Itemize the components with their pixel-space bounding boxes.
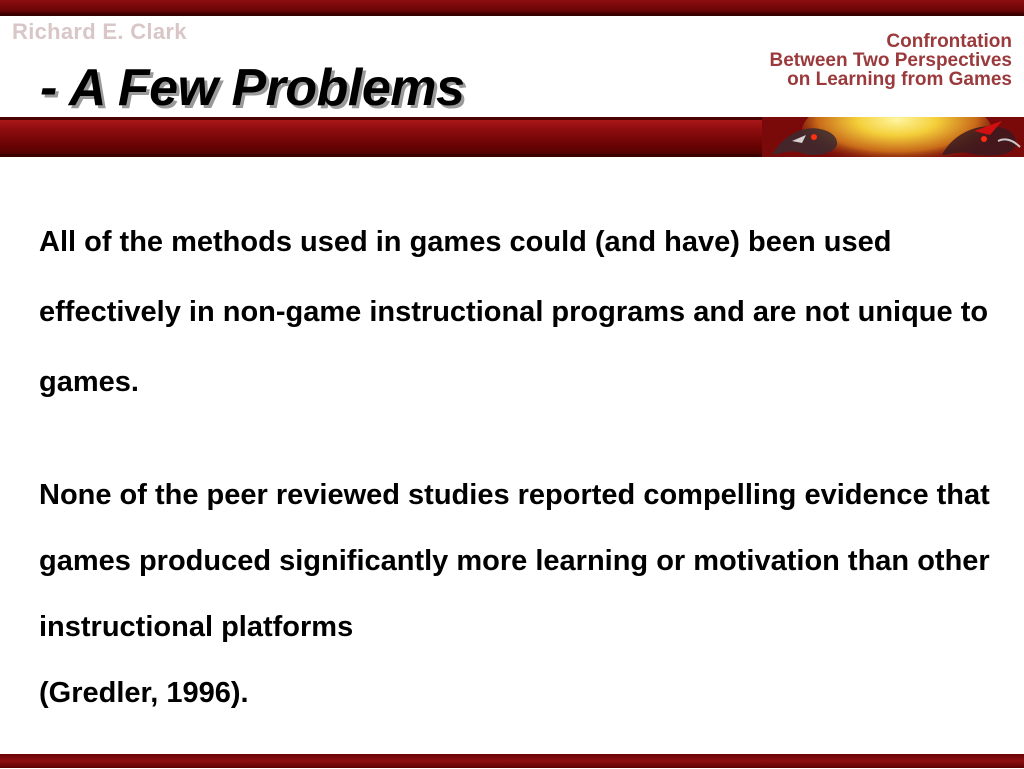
paragraph-studies bbox=[39, 462, 999, 726]
slide-title: - A Few Problems bbox=[40, 59, 465, 117]
dragon-illustration bbox=[762, 117, 1024, 157]
paragraph-studies-text: None of the peer reviewed studies reported compelling evidence that games produced significantly more learning or motivation than other instructional platforms bbox=[39, 479, 990, 643]
slide-subtitle bbox=[769, 32, 1012, 89]
subtitle-line-3: on Learning from Games bbox=[787, 69, 1012, 90]
top-bar bbox=[0, 0, 1024, 16]
subtitle-line-1: Confrontation bbox=[886, 31, 1012, 52]
citation: (Gredler, 1996). bbox=[39, 677, 249, 709]
author-name: Richard E. Clark bbox=[12, 19, 187, 44]
paragraph-methods: All of the methods used in games could (and have) been used effectively in non-game instructional programs and are not unique to games. bbox=[39, 226, 989, 398]
bottom-bar bbox=[0, 754, 1024, 768]
subtitle-line-2: Between Two Perspectives bbox=[769, 50, 1012, 71]
